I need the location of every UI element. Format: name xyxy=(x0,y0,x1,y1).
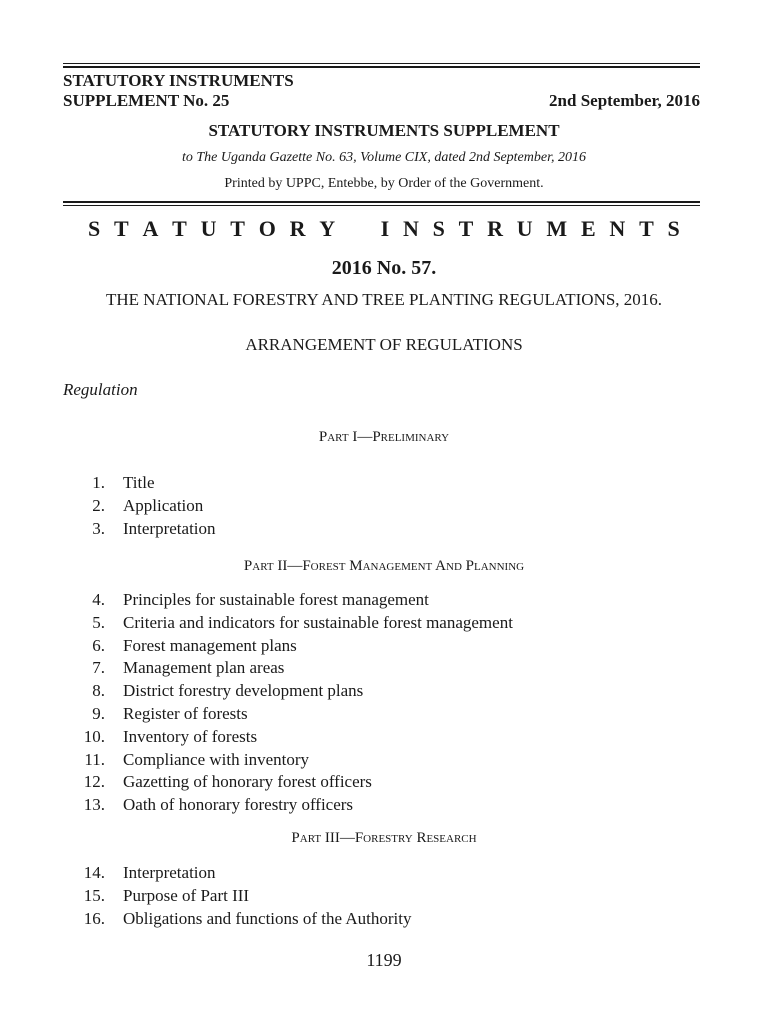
item-text: Forest management plans xyxy=(123,635,297,655)
series-header xyxy=(63,71,294,111)
list-item xyxy=(63,589,703,612)
item-text: Principles for sustainable forest management xyxy=(123,590,429,609)
publication-date: 2nd September, 2016 xyxy=(549,91,700,110)
top-rule-thick xyxy=(63,66,700,68)
banner-letter: A xyxy=(142,216,159,241)
list-item xyxy=(63,472,703,495)
item-number: 12. xyxy=(83,772,105,792)
banner-letter: E xyxy=(580,216,596,241)
list-item xyxy=(63,908,703,931)
list-item xyxy=(63,680,703,703)
list-item xyxy=(63,771,703,794)
banner-letter: N xyxy=(609,216,626,241)
banner-letter: T xyxy=(230,216,245,241)
banner-letter: S xyxy=(667,216,680,241)
list-item xyxy=(63,495,703,518)
regulation-list-part-2 xyxy=(63,589,703,817)
item-number: 16. xyxy=(83,908,105,928)
item-number: 7. xyxy=(92,658,105,678)
banner-letter: S xyxy=(432,216,445,241)
item-number: 5. xyxy=(92,612,105,632)
part-heading: Part I—Preliminary xyxy=(318,429,450,445)
list-item xyxy=(63,726,703,749)
item-text: District forestry development plans xyxy=(123,681,364,701)
series-line-2: SUPPLEMENT No. 25 xyxy=(63,91,230,110)
printer-note: Printed by UPPC, Entebbe, by Order of the Government. xyxy=(224,176,544,191)
item-text: Management plan areas xyxy=(123,658,285,678)
item-number: 13. xyxy=(83,795,105,815)
list-item xyxy=(63,612,703,635)
list-item xyxy=(63,635,703,658)
item-number: 9. xyxy=(92,703,105,723)
item-text: Gazetting of honorary forest officers xyxy=(123,772,372,792)
banner-letter: O xyxy=(258,216,276,241)
top-rule-thin xyxy=(63,63,700,64)
banner-letter: R xyxy=(289,216,306,241)
banner-letter: T xyxy=(639,216,654,241)
series-line-1: STATUTORY INSTRUMENTS xyxy=(63,71,294,90)
item-text: Oath of honorary forestry officers xyxy=(123,795,354,815)
banner-letter: T xyxy=(458,216,474,241)
instrument-number: 2016 No. 57. xyxy=(331,257,437,279)
item-number: 2. xyxy=(92,495,105,515)
list-item xyxy=(63,862,703,885)
arrangement-heading: ARRANGEMENT OF REGULATIONS xyxy=(245,335,523,354)
part-heading: Part III—Forestry Research xyxy=(291,830,477,846)
list-item xyxy=(63,703,703,726)
item-number: 11. xyxy=(84,749,105,769)
list-item xyxy=(63,794,703,817)
part-heading: Part II—Forest Management And Planning xyxy=(243,558,525,574)
gazette-reference: to The Uganda Gazette No. 63, Volume CIX, dated 2nd September, 2016 xyxy=(181,150,586,165)
item-text: Inventory of forests xyxy=(123,726,258,746)
item-number: 15. xyxy=(83,885,105,905)
banner-letter: U xyxy=(200,216,217,241)
item-text: Title xyxy=(123,473,155,492)
list-item xyxy=(63,657,703,680)
item-text: Interpretation xyxy=(123,863,216,882)
item-number: 3. xyxy=(92,518,105,538)
list-item xyxy=(63,885,703,908)
item-text: Register of forests xyxy=(123,703,248,723)
list-item xyxy=(63,518,703,541)
regulations-title: THE NATIONAL FORESTRY AND TREE PLANTING REGULATIONS, 2016. xyxy=(105,290,663,309)
regulation-list-part-3 xyxy=(63,862,703,930)
mid-rule-thin xyxy=(63,205,700,206)
item-number: 10. xyxy=(83,726,105,746)
item-number: 6. xyxy=(92,635,105,655)
item-number: 1. xyxy=(92,473,105,492)
banner-letter: R xyxy=(487,216,503,241)
regulation-column-label: Regulation xyxy=(63,380,138,399)
banner-letter: T xyxy=(114,216,129,241)
banner-letter: T xyxy=(172,216,187,241)
banner-letter: N xyxy=(402,216,419,241)
item-text: Application xyxy=(123,495,204,515)
item-number: 4. xyxy=(92,590,105,609)
mid-rule-thick xyxy=(63,201,700,203)
page-number: 1199 xyxy=(366,950,402,970)
regulation-list-part-1 xyxy=(63,472,703,540)
statutory-instruments-banner xyxy=(88,216,680,242)
list-item xyxy=(63,749,703,772)
banner-word-gap xyxy=(349,216,367,242)
item-text: Interpretation xyxy=(123,518,216,538)
banner-letter: S xyxy=(88,216,101,241)
banner-letter: Y xyxy=(319,216,336,241)
supplement-title: STATUTORY INSTRUMENTS SUPPLEMENT xyxy=(208,121,560,140)
banner-letter: M xyxy=(546,216,568,241)
banner-letter: I xyxy=(380,216,390,241)
item-text: Obligations and functions of the Authority xyxy=(123,908,412,928)
banner-letter: U xyxy=(516,216,533,241)
item-number: 8. xyxy=(92,681,105,701)
item-text: Criteria and indicators for sustainable forest management xyxy=(123,612,513,632)
item-number: 14. xyxy=(83,863,105,882)
item-text: Purpose of Part III xyxy=(123,885,250,905)
item-text: Compliance with inventory xyxy=(123,749,310,769)
